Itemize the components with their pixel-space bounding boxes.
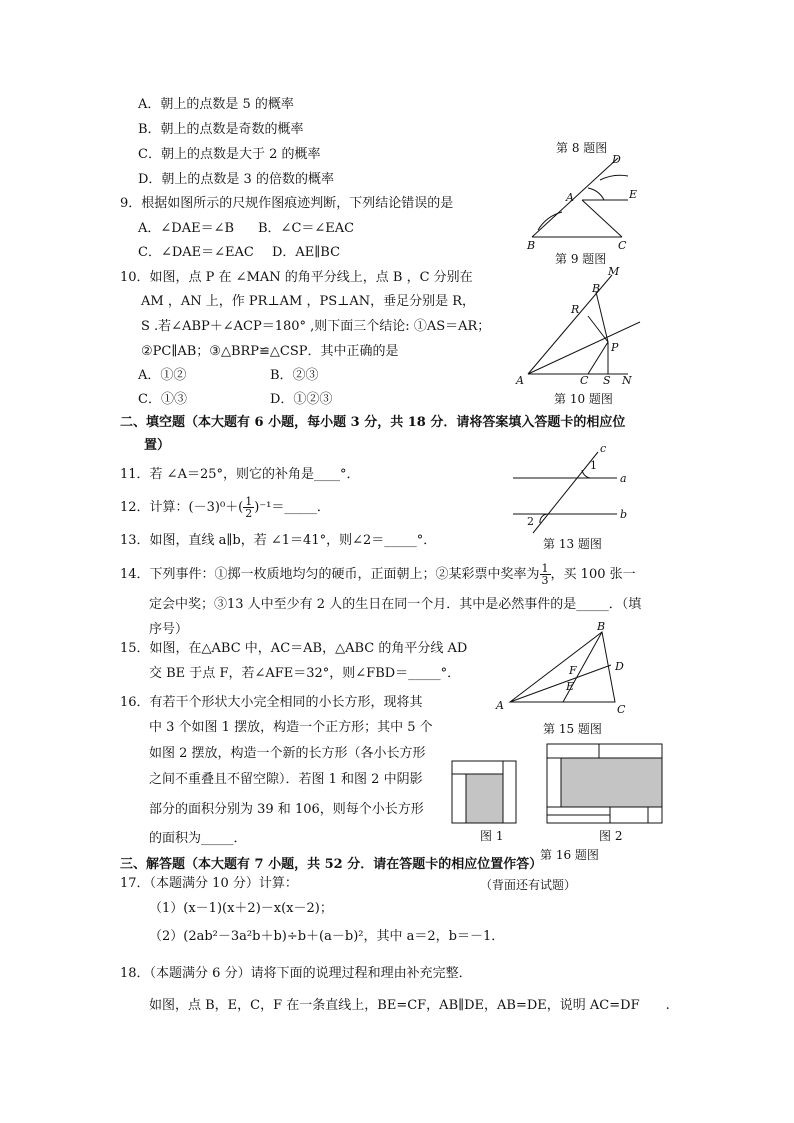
q12-post: )⁻¹＝_____．: [254, 500, 330, 515]
fig13-label-1: 1: [590, 459, 597, 472]
q14-fraction: [540, 563, 551, 586]
q12-pre: 12．计算：(－3)⁰＋(: [120, 500, 244, 515]
q10-line4: ②PC∥AB；③△BRP≌△CSP．其中正确的是: [141, 344, 399, 359]
q8-option-d: D．朝上的点数是 3 的倍数的概率: [138, 172, 334, 187]
section2-heading: 二、填空题（本大题有 6 小题，每小题 3 分，共 18 分．请将答案填入答题卡的相应位: [120, 415, 626, 430]
q9-stem: 9．根据如图所示的尺规作图痕迹判断，下列结论错误的是: [120, 196, 454, 211]
fig15-label-b: B: [597, 620, 606, 633]
fig9-label-e: E: [629, 188, 638, 201]
q16-line1: 16．有若干个形状大小完全相同的小长方形，现将其: [120, 695, 423, 710]
q14-num: 1: [541, 562, 549, 575]
q14-pre: 14．下列事件：①掷一枚质地均匀的硬币，正面朝上；②某彩票中奖率为: [120, 567, 540, 582]
q8-option-c: C．朝上的点数是大于 2 的概率: [138, 147, 321, 162]
q14-post: ，买 100 张一: [550, 567, 636, 582]
q12-fraction: [243, 496, 254, 519]
fig16-caption: 第 16 题图: [540, 848, 599, 862]
q12: [120, 496, 330, 519]
fig10-label-a: A: [516, 374, 524, 387]
q10-option-d: D．①②③: [270, 392, 333, 407]
q10-option-a: A．①②: [138, 368, 187, 383]
q14-line2: 定会中奖；③13 人中至少有 2 人的生日在同一个月．其中是必然事件的是_____．（填: [149, 597, 642, 612]
fig13-label-a: a: [620, 472, 627, 485]
q15-line1: 15．如图，在△ABC 中，AC＝AB，△ABC 的角平分线 AD: [120, 641, 468, 656]
q17-part1: （1）(x－1)(x＋2)－x(x－2)；: [149, 901, 333, 916]
q9-option-a: A．∠DAE＝∠B: [138, 221, 235, 236]
fig10-label-r: R: [571, 303, 580, 316]
fig10-caption: 第 10 题图: [554, 392, 613, 406]
fig13-label-2: 2: [527, 515, 534, 528]
q16-line5: 部分的面积分别为 39 和 106，则每个小长方形: [149, 802, 424, 817]
q16-line3: 如图 2 摆放，构造一个新的长方形（各小长方形: [149, 746, 426, 761]
q15-line2: 交 BE 于点 F，若∠AFE＝32°，则∠FBD＝_____°．: [149, 666, 461, 681]
fig9-caption: 第 9 题图: [555, 252, 607, 266]
q16-line2: 中 3 个如图 1 摆放，构造一个正方形；其中 5 个: [149, 720, 433, 735]
fig9-label-d: D: [612, 153, 621, 166]
section3-heading: 三、解答题（本大题有 7 小题，共 52 分．请在答题卡的相应位置作答）: [120, 857, 543, 872]
q18-line2: 如图，点 B，E，C，F 在一条直线上，BE=CF，AB∥DE，AB=DE，说明 AC=DF .: [149, 998, 670, 1013]
q13: 13．如图，直线 a∥b，若 ∠1＝41°，则∠2＝_____°．: [120, 533, 437, 548]
q10-option-c: C．①③: [138, 392, 187, 407]
fig8-caption: 第 8 题图: [556, 141, 608, 155]
fig10-label-b: B: [592, 282, 601, 295]
fig15-label-d: D: [615, 660, 624, 673]
q10-option-b: B．②③: [270, 368, 319, 383]
q14-den: 3: [541, 574, 549, 587]
fig10-label-s: S: [603, 374, 611, 387]
q14-line3: 序号）: [149, 622, 189, 637]
fig16-1-caption: 图 1: [480, 829, 504, 843]
fig15-caption: 第 15 题图: [543, 722, 602, 736]
q9-option-b: B．∠C＝∠EAC: [258, 221, 355, 236]
back-page-note: （背面还有试题）: [480, 878, 577, 892]
fig15-label-c: C: [617, 703, 626, 716]
fig13-label-c: c: [600, 442, 607, 455]
q16-line6: 的面积为_____．: [149, 831, 247, 846]
q10-line2: AM ，AN 上，作 PR⊥AM ，PS⊥AN，垂足分别是 R，: [141, 294, 476, 309]
q10-line3: S .若∠ABP＋∠ACP＝180° ,则下面三个结论: ①AS＝AR；: [141, 319, 491, 334]
fig10-label-c: C: [580, 374, 589, 387]
q18-stem: 18．（本题满分 6 分）请将下面的说理过程和理由补充完整．: [120, 966, 472, 981]
fig13-label-b: b: [620, 508, 628, 521]
q9-option-c: C．∠DAE＝∠EAC: [138, 245, 254, 260]
fig15-label-f: F: [569, 664, 577, 677]
fig9-label-b: B: [527, 239, 536, 252]
q16-line4: 之间不重叠且不留空隙）．若图 1 和图 2 中阴影: [149, 772, 423, 787]
fig9-label-c: C: [618, 239, 627, 252]
q9-option-d: D．AE∥BC: [272, 245, 341, 260]
q11: 11．若 ∠A＝25°，则它的补角是____°．: [120, 467, 360, 482]
q12-num: 1: [245, 495, 253, 508]
fig16-2-caption: 图 2: [599, 829, 623, 843]
fig10-label-m: M: [608, 265, 620, 278]
fig9-label-a: A: [566, 191, 574, 204]
q8-option-b: B．朝上的点数是奇数的概率: [138, 122, 304, 137]
q17-part2: （2）(2ab²－3a²b＋b)÷b＋(a－b)²，其中 a＝2，b＝－1．: [149, 929, 505, 944]
section2-heading-cont: 置）: [144, 438, 171, 453]
q14-line1: [120, 563, 636, 586]
fig15-label-e: E: [566, 680, 575, 693]
fig13-caption: 第 13 题图: [543, 537, 602, 551]
q8-option-a: A．朝上的点数是 5 的概率: [138, 97, 294, 112]
q17-stem: 17．（本题满分 10 分）计算：: [120, 876, 298, 891]
q10-line1: 10．如图，点 P 在 ∠MAN 的角平分线上，点 B ，C 分别在: [120, 270, 473, 285]
fig10-label-n: N: [622, 374, 632, 387]
fig10-label-p: P: [611, 341, 619, 354]
q12-den: 2: [245, 507, 253, 520]
fig15-label-a: A: [496, 699, 504, 712]
